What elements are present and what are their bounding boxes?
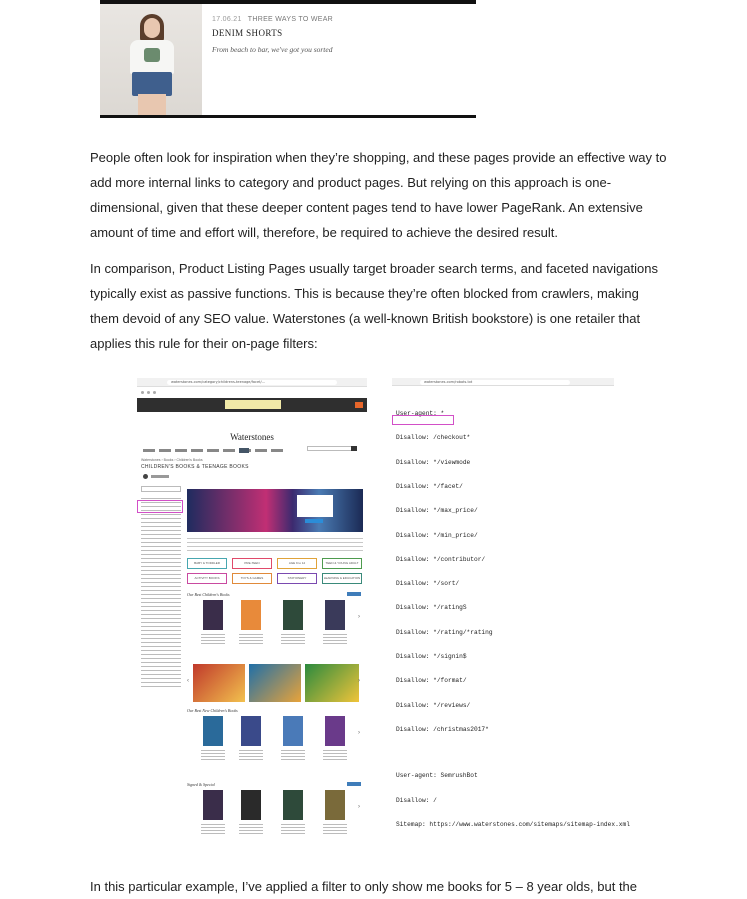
- hero-text-box: [297, 495, 333, 517]
- robots-line: Sitemap: https://www.waterstones.com/sitemaps/sitemap-index.xml: [396, 820, 630, 828]
- robots-line: Disallow: /christmas2017*: [396, 725, 489, 733]
- card-kicker: THREE WAYS TO WEAR: [247, 16, 334, 23]
- card-subtitle: From beach to bar, we've got you sorted: [212, 45, 333, 54]
- card-date: 17.06.21: [212, 16, 242, 23]
- paragraph-example: In this particular example, I’ve applied a filter to only show me books for 5 – 8 year olds, but the: [90, 879, 638, 894]
- tile: TEEN & YOUNG ADULT: [322, 558, 362, 569]
- filter-highlight: [137, 500, 183, 513]
- robots-line: Disallow: */max_price/: [396, 507, 478, 515]
- tile: BABY & TODDLER: [187, 558, 227, 569]
- robots-line: Disallow: */viewmode: [396, 458, 471, 466]
- robots-line: Disallow: */facet/: [396, 483, 463, 491]
- book-row: [199, 600, 357, 630]
- robots-line: Disallow: /: [396, 796, 437, 804]
- tile: STATIONERY: [277, 573, 317, 584]
- browser-url: waterstones.com/robots.txt: [420, 380, 570, 385]
- tile: TOYS & GAMES: [232, 573, 272, 584]
- site-search: [307, 446, 357, 451]
- robots-line: Disallow: */format/: [396, 677, 467, 685]
- promo-card: [193, 664, 245, 702]
- user-icon: [143, 474, 148, 479]
- robots-txt-screenshot: [392, 378, 630, 828]
- robots-line: User-agent: SemrushBot: [396, 772, 478, 780]
- card-meta: [212, 16, 333, 23]
- card-bottom-border: [100, 115, 476, 118]
- book-cover: [241, 790, 261, 820]
- facet-highlight: [392, 415, 454, 425]
- intro-text: [187, 538, 363, 552]
- tile: LEARNING & EDUCATION: [322, 573, 362, 584]
- promo-card: [249, 664, 301, 702]
- category-tiles: [187, 558, 363, 588]
- filter-sidebar: [137, 482, 183, 692]
- robots-line: Disallow: /checkout*: [396, 434, 471, 442]
- book-cover: [203, 600, 223, 630]
- promo-cards: [193, 664, 359, 702]
- robots-line: Disallow: */reviews/: [396, 701, 471, 709]
- chevron-right-icon: ›: [358, 678, 360, 684]
- robots-line: Disallow: */rating/*rating: [396, 628, 493, 636]
- browser-chrome: [392, 378, 614, 386]
- hero-button: [305, 519, 323, 523]
- book-cover: [325, 716, 345, 746]
- view-all-button: [347, 782, 361, 786]
- paragraph-comparison: In comparison, Product Listing Pages usually target broader search terms, and faceted navigations typically exist as passive functions. This is because they’re often blocked from crawlers, making them devoid of any SEO value. Waterstones (a well-known British bookstore) is one retailer that applies this rule for their on-page filters:: [90, 261, 658, 351]
- sort-select: [141, 486, 181, 492]
- waterstones-logo: Waterstones: [230, 432, 274, 442]
- tile: ACTIVITY BOOKS: [187, 573, 227, 584]
- robots-line: Disallow: */sort/: [396, 580, 460, 588]
- section-title: Signed & Special: [187, 782, 215, 787]
- book-cover: [283, 716, 303, 746]
- browser-chrome: [137, 378, 367, 387]
- hero-banner: [187, 489, 363, 532]
- robots-line: Disallow: */contributor/: [396, 555, 486, 563]
- book-row: [199, 716, 357, 746]
- breadcrumb: Waterstones › Books › Children's Books: [141, 458, 203, 462]
- section-title: Our Best New Children's Books: [187, 708, 238, 713]
- promo-close-icon: [355, 402, 363, 408]
- book-cover: [283, 790, 303, 820]
- tile: PRE-TEEN: [232, 558, 272, 569]
- robots-line: User-agent: *: [396, 410, 445, 418]
- view-all-button: [347, 592, 361, 596]
- robots-line: Disallow: */min_price/: [396, 531, 478, 539]
- book-cover: [283, 600, 303, 630]
- tile: AGE 9 to 12: [277, 558, 317, 569]
- paragraph-inspiration: People often look for inspiration when they’re shopping, and these pages provide an effective way to add more internal links to category and product pages. But relying on this approach is one-dimensional, given that these deeper content pages tend to have lower PageRank. An extensive amount of time and effort will, therefore, be required to achieve the desired result.: [90, 150, 667, 240]
- promo-box: [225, 400, 281, 409]
- book-cover: [325, 790, 345, 820]
- promo-banner: [137, 398, 367, 412]
- chevron-right-icon: ›: [358, 730, 360, 736]
- chevron-right-icon: ›: [358, 804, 360, 810]
- book-row: [199, 790, 357, 820]
- browser-nav-icons: [141, 381, 161, 384]
- robots-txt-content: [396, 394, 630, 845]
- book-cover: [203, 716, 223, 746]
- section-title: Our Best Children's Books: [187, 592, 230, 597]
- waterstones-screenshot: [137, 378, 367, 850]
- promo-card: [305, 664, 359, 702]
- filter-list: [141, 498, 181, 688]
- search-icon: [351, 446, 357, 451]
- browser-url: waterstones.com/category/childrens-teenage/facet/...: [167, 380, 337, 385]
- chevron-left-icon: ‹: [187, 678, 189, 684]
- site-menu: [143, 449, 283, 452]
- book-cover: [241, 600, 261, 630]
- robots-line: Disallow: */ratingS: [396, 604, 467, 612]
- blog-card[interactable]: [100, 0, 476, 118]
- card-photo: [100, 4, 202, 115]
- book-cover: [203, 790, 223, 820]
- book-cover: [241, 716, 261, 746]
- card-title[interactable]: DENIM SHORTS: [212, 28, 283, 38]
- chevron-right-icon: ›: [358, 614, 360, 620]
- category-heading: CHILDREN'S BOOKS & TEENAGE BOOKS: [141, 464, 249, 470]
- robots-line: Disallow: */signin$: [396, 653, 467, 660]
- book-cover: [325, 600, 345, 630]
